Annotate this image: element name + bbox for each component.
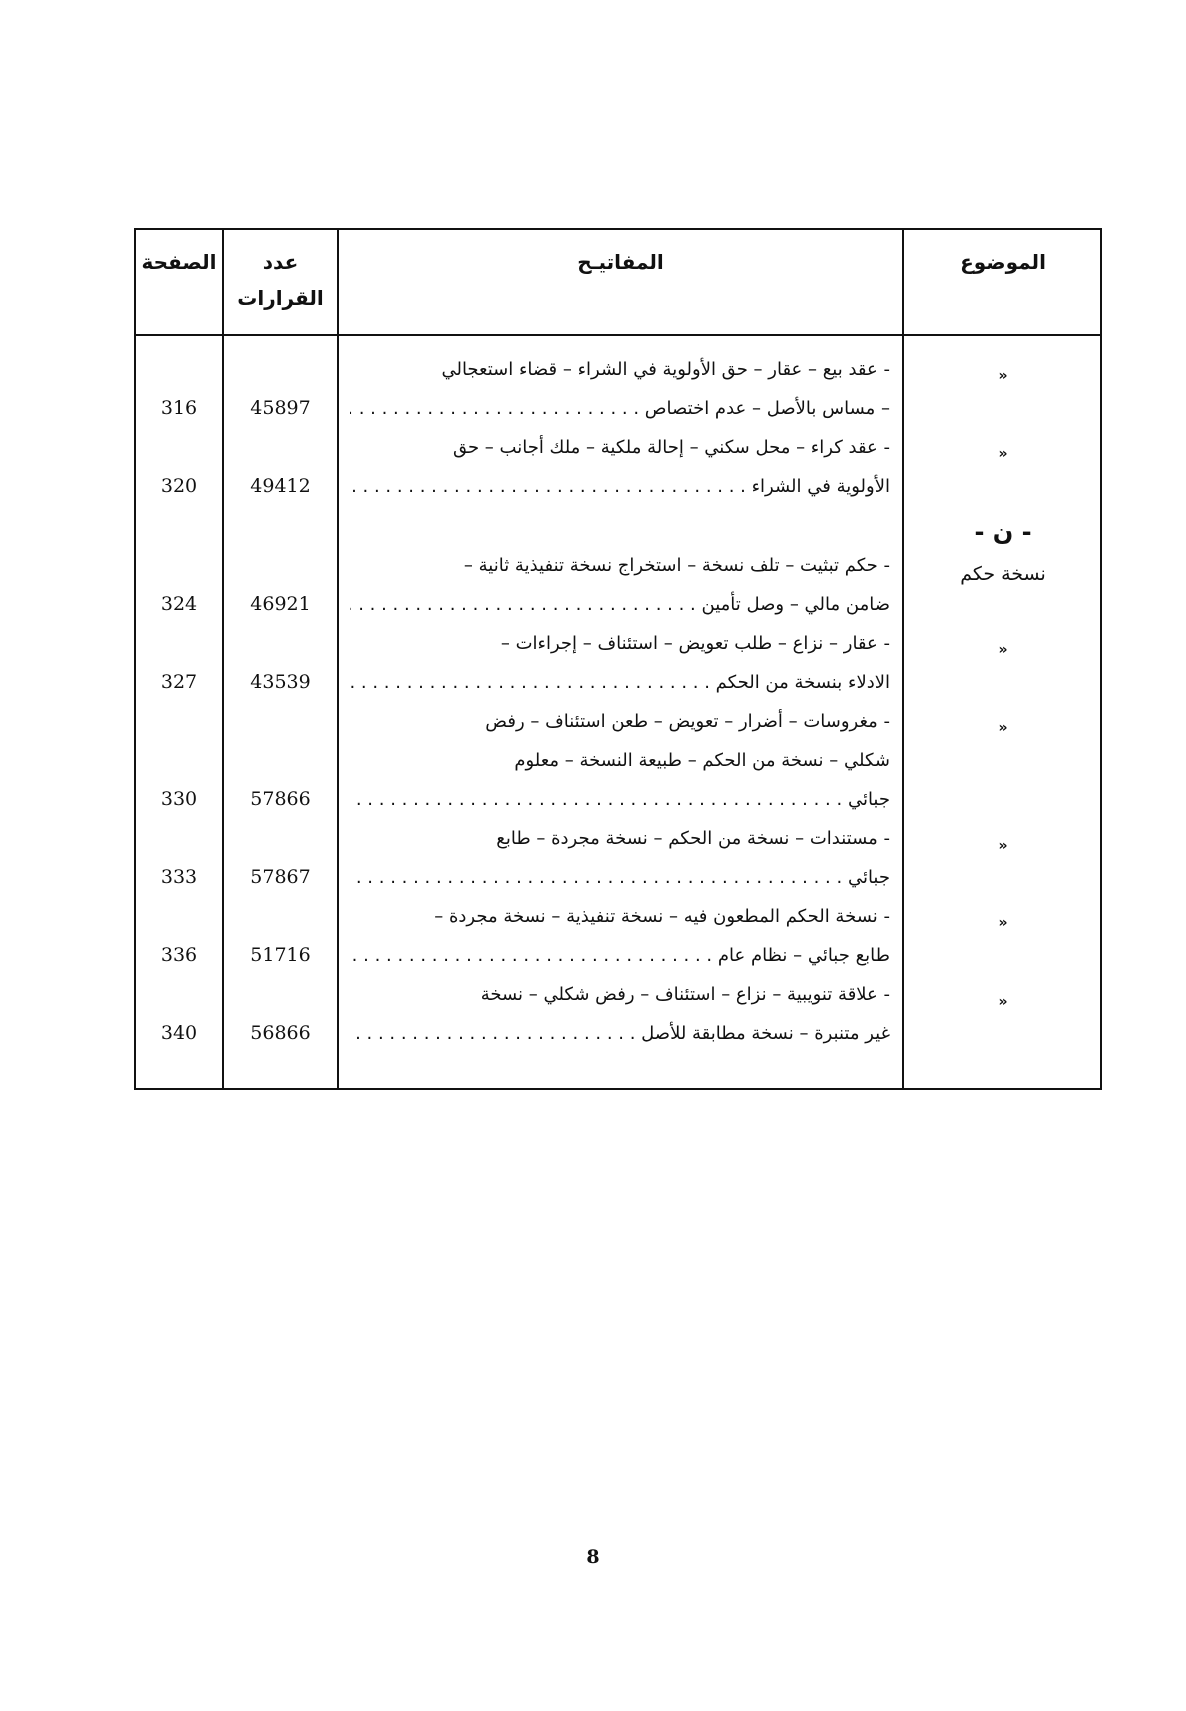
index-table [134, 228, 1102, 1090]
keyword-line: – مساس بالأصل – عدم اختصاص . . . [350, 389, 890, 428]
keyword-line: - حكم تبثيت – تلف نسخة – استخراج نسخة تنفيذية ثانية – [463, 555, 890, 576]
keyword-line: - مغروسات – أضرار – تعويض – طعن استئناف – رفض [485, 711, 890, 732]
entry-keywords [350, 350, 890, 428]
keyword-line: ضامن مالي – وصل تأمين . . . [350, 585, 890, 624]
entry-keywords [350, 702, 890, 819]
entry-keywords [350, 624, 890, 702]
decision-number: 46921 [250, 593, 311, 615]
keyword-line: الادلاء بنسخة من الحكم . . . [350, 663, 890, 702]
entry-keywords [350, 819, 890, 897]
page-reference: 324 [160, 593, 198, 615]
entry-keywords [350, 975, 890, 1053]
page-reference: 330 [160, 788, 198, 810]
section-letter: - ن - [974, 518, 1032, 546]
ditto-mark: » [998, 838, 1008, 854]
keyword-line: الأولوية في الشراء . . . [350, 467, 890, 506]
column-divider [337, 230, 339, 1088]
entry-keywords [350, 897, 890, 975]
keyword-line: طابع جبائي – نظام عام . . . [350, 936, 890, 975]
header-page: الصفحة [141, 250, 217, 274]
ditto-mark: » [998, 368, 1008, 384]
decision-number: 45897 [250, 397, 311, 419]
keyword-line: غير متنبرة – نسخة مطابقة للأصل . . . [350, 1014, 890, 1053]
header-keywords: المفاتيـح [577, 250, 664, 274]
keyword-line: - عقار – نزاع – طلب تعويض – استئناف – إجراءات – [500, 633, 890, 654]
page-reference: 327 [160, 671, 198, 693]
ditto-mark: » [998, 446, 1008, 462]
ditto-mark: » [998, 915, 1008, 931]
keyword-line: - مستندات – نسخة من الحكم – نسخة مجردة – طابع [496, 828, 890, 849]
keyword-line: - عقد كراء – محل سكني – إحالة ملكية – ملك أجانب – حق [452, 437, 890, 458]
keyword-line: جبائي . . . [350, 780, 890, 819]
page-reference: 316 [160, 397, 198, 419]
page-reference: 340 [160, 1022, 198, 1044]
ditto-mark: » [998, 720, 1008, 736]
header-decision-count-line2: القرارات [237, 286, 324, 310]
page-reference: 320 [160, 475, 198, 497]
ditto-mark: » [998, 642, 1008, 658]
header-topic: الموضوع [960, 250, 1046, 274]
page-reference: 336 [160, 944, 198, 966]
entry-keywords [350, 546, 890, 624]
keyword-line: - علاقة تنويبية – نزاع – استئناف – رفض شكلي – نسخة [480, 984, 890, 1005]
decision-number: 51716 [250, 944, 311, 966]
section-title: نسخة حكم [960, 563, 1046, 585]
keyword-line: جبائي . . . [350, 858, 890, 897]
header-decision-count-line1: عدد [262, 250, 299, 274]
decision-number: 57866 [250, 788, 311, 810]
header-decision-count [224, 230, 337, 334]
page-reference: 333 [160, 866, 198, 888]
decision-number: 43539 [250, 671, 311, 693]
keyword-line: - نسخة الحكم المطعون فيه – نسخة تنفيذية – نسخة مجردة – [434, 906, 890, 927]
ditto-mark: » [998, 994, 1008, 1010]
page-number: 8 [586, 1546, 600, 1568]
decision-number: 56866 [250, 1022, 311, 1044]
decision-number: 49412 [250, 475, 311, 497]
keyword-line: شكلي – نسخة من الحكم – طبيعة النسخة – معلوم [514, 750, 890, 771]
decision-number: 57867 [250, 866, 311, 888]
keyword-line: - عقد بيع – عقار – حق الأولوية في الشراء – قضاء استعجالي [441, 359, 890, 380]
entry-keywords [350, 428, 890, 506]
column-divider [902, 230, 904, 1088]
header-divider [136, 334, 1100, 336]
